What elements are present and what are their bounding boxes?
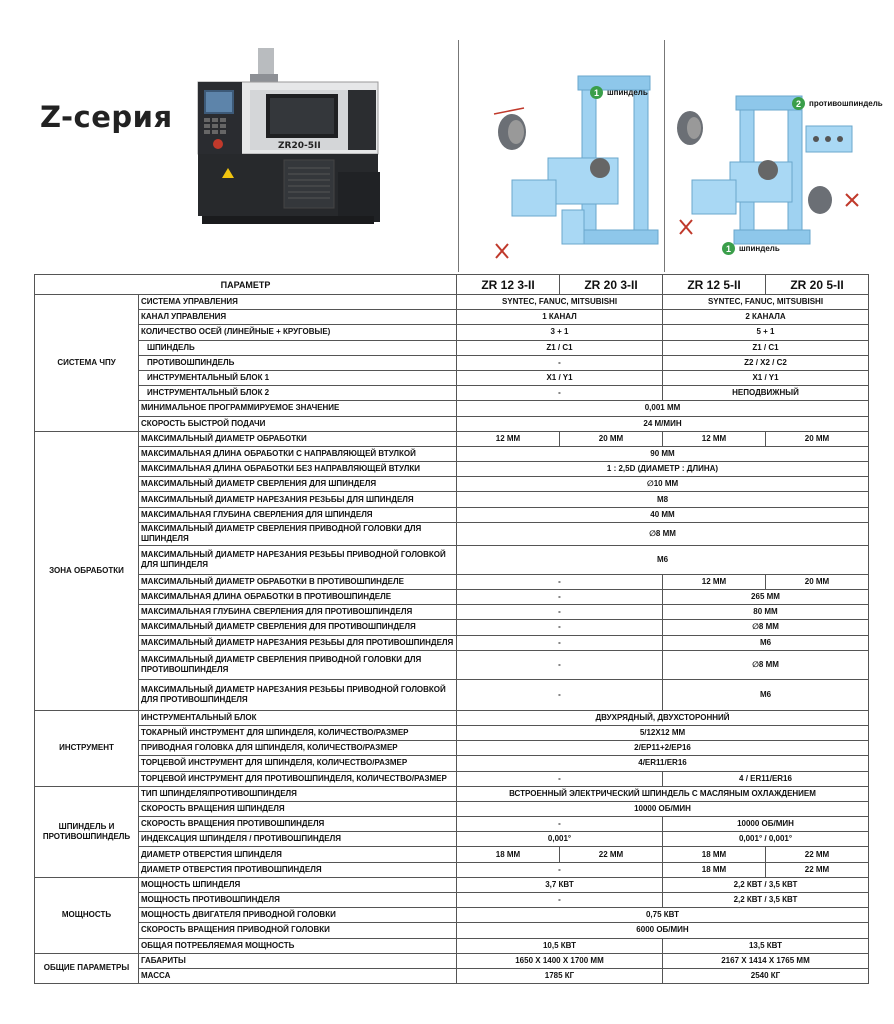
parameter-name: МАКСИМАЛЬНАЯ ДЛИНА ОБРАБОТКИ С НАПРАВЛЯЮЩЕЙ ВТУЛКОЙ (139, 446, 457, 461)
parameter-name: ТОРЦЕВОЙ ИНСТРУМЕНТ ДЛЯ ШПИНДЕЛЯ, КОЛИЧЕСТВО/РАЗМЕР (139, 756, 457, 771)
category-cell: ЗОНА ОБРАБОТКИ (35, 431, 139, 710)
parameter-name: ОБЩАЯ ПОТРЕБЛЯЕМАЯ МОЩНОСТЬ (139, 938, 457, 953)
table-row (35, 590, 869, 605)
table-cell: 5 + 1 (663, 325, 869, 340)
table-cell: ∅10 ММ (457, 477, 869, 492)
table-row (35, 492, 869, 507)
table-row (35, 635, 869, 650)
parameter-name: МОЩНОСТЬ ПРОТИВОШПИНДЕЛЯ (139, 893, 457, 908)
table-row (35, 507, 869, 522)
table-cell: 40 ММ (457, 507, 869, 522)
parameter-name: ГАБАРИТЫ (139, 953, 457, 968)
machine-photo (188, 44, 392, 232)
table-cell: - (457, 771, 663, 786)
table-cell: 3,7 КВТ (457, 877, 663, 892)
badge-counter-spindle (792, 97, 883, 110)
param-header: ПАРАМЕТР (35, 275, 457, 295)
divider-left (458, 40, 459, 272)
parameter-name: ТИП ШПИНДЕЛЯ/ПРОТИВОШПИНДЕЛЯ (139, 786, 457, 801)
model-header: ZR 20 5-II (766, 275, 869, 295)
table-row (35, 893, 869, 908)
table-cell: 18 ММ (663, 862, 766, 877)
table-cell: 22 ММ (766, 862, 869, 877)
table-cell: Z1 / C1 (457, 340, 663, 355)
table-cell: X1 / Y1 (663, 370, 869, 385)
table-cell: 10,5 КВТ (457, 938, 663, 953)
table-cell: 5/12X12 ММ (457, 725, 869, 740)
table-cell: 18 ММ (663, 847, 766, 862)
table-cell: X1 / Y1 (457, 370, 663, 385)
table-cell: ВСТРОЕННЫЙ ЭЛЕКТРИЧЕСКИЙ ШПИНДЕЛЬ С МАСЛЯНЫМ ОХЛАЖДЕНИЕМ (457, 786, 869, 801)
table-header-row (35, 275, 869, 295)
table-row (35, 953, 869, 968)
table-cell: 22 ММ (560, 847, 663, 862)
table-cell: 90 ММ (457, 446, 869, 461)
table-cell: 2167 X 1414 X 1765 ММ (663, 953, 869, 968)
table-row (35, 370, 869, 385)
parameter-name: МАКСИМАЛЬНАЯ ДЛИНА ОБРАБОТКИ В ПРОТИВОШПИНДЕЛЕ (139, 590, 457, 605)
table-cell: 6000 ОБ/МИН (457, 923, 869, 938)
table-cell: 22 ММ (766, 847, 869, 862)
table-cell: М8 (457, 492, 869, 507)
category-cell: ШПИНДЕЛЬ И ПРОТИВОШПИНДЕЛЬ (35, 786, 139, 877)
parameter-name: МАКСИМАЛЬНЫЙ ДИАМЕТР НАРЕЗАНИЯ РЕЗЬБЫ ПРИВОДНОЙ ГОЛОВКОЙ ДЛЯ ПРОТИВОШПИНДЕЛЯ (139, 679, 457, 710)
parameter-name: МАКСИМАЛЬНЫЙ ДИАМЕТР НАРЕЗАНИЯ РЕЗЬБЫ ДЛЯ ПРОТИВОШПИНДЕЛЯ (139, 635, 457, 650)
table-row (35, 416, 869, 431)
series-title: Z-серия (40, 100, 173, 134)
spec-table (34, 274, 869, 984)
spindle-diagram-3axis (488, 70, 688, 270)
table-cell: 18 ММ (457, 847, 560, 862)
parameter-name: КАНАЛ УПРАВЛЕНИЯ (139, 310, 457, 325)
table-cell: 1785 КГ (457, 968, 663, 983)
parameter-name: ТОКАРНЫЙ ИНСТРУМЕНТ ДЛЯ ШПИНДЕЛЯ, КОЛИЧЕСТВО/РАЗМЕР (139, 725, 457, 740)
table-cell: - (457, 605, 663, 620)
table-cell: 2540 КГ (663, 968, 869, 983)
table-cell: М6 (457, 545, 869, 574)
badge-spindle-left (590, 86, 648, 99)
parameter-name: ИНСТРУМЕНТАЛЬНЫЙ БЛОК 1 (139, 370, 457, 385)
table-cell: 20 ММ (560, 431, 663, 446)
table-row (35, 786, 869, 801)
table-row (35, 605, 869, 620)
parameter-name: ДИАМЕТР ОТВЕРСТИЯ ПРОТИВОШПИНДЕЛЯ (139, 862, 457, 877)
table-row (35, 574, 869, 589)
badge-spindle-right (722, 242, 780, 255)
parameter-name: МАКСИМАЛЬНАЯ ДЛИНА ОБРАБОТКИ БЕЗ НАПРАВЛЯЮЩЕЙ ВТУЛКИ (139, 462, 457, 477)
parameter-name: ПРОТИВОШПИНДЕЛЬ (139, 355, 457, 370)
table-cell: 2 КАНАЛА (663, 310, 869, 325)
table-cell: - (457, 386, 663, 401)
category-cell: СИСТЕМА ЧПУ (35, 295, 139, 432)
table-row (35, 340, 869, 355)
parameter-name: МАССА (139, 968, 457, 983)
parameter-name: ШПИНДЕЛЬ (139, 340, 457, 355)
table-row (35, 431, 869, 446)
badge-label: шпиндель (739, 244, 780, 253)
parameter-name: МАКСИМАЛЬНЫЙ ДИАМЕТР СВЕРЛЕНИЯ ДЛЯ ШПИНДЕЛЯ (139, 477, 457, 492)
parameter-name: МАКСИМАЛЬНЫЙ ДИАМЕТР ОБРАБОТКИ (139, 431, 457, 446)
table-cell: ДВУХРЯДНЫЙ, ДВУХСТОРОННИЙ (457, 710, 869, 725)
parameter-name: МАКСИМАЛЬНЫЙ ДИАМЕТР СВЕРЛЕНИЯ ДЛЯ ПРОТИВОШПИНДЕЛЯ (139, 620, 457, 635)
table-row (35, 938, 869, 953)
category-cell: ОБЩИЕ ПАРАМЕТРЫ (35, 953, 139, 983)
badge-number: 1 (590, 86, 603, 99)
parameter-name: МИНИМАЛЬНОЕ ПРОГРАММИРУЕМОЕ ЗНАЧЕНИЕ (139, 401, 457, 416)
table-cell: ∅8 ММ (663, 650, 869, 679)
table-cell: НЕПОДВИЖНЫЙ (663, 386, 869, 401)
parameter-name: ИНСТРУМЕНТАЛЬНЫЙ БЛОК (139, 710, 457, 725)
table-cell: 13,5 КВТ (663, 938, 869, 953)
table-cell: - (457, 817, 663, 832)
table-row (35, 650, 869, 679)
parameter-name: СКОРОСТЬ ВРАЩЕНИЯ ПРОТИВОШПИНДЕЛЯ (139, 817, 457, 832)
table-cell: SYNTEC, FANUC, MITSUBISHI (457, 295, 663, 310)
table-row (35, 325, 869, 340)
table-row (35, 771, 869, 786)
table-cell: 10000 ОБ/МИН (457, 801, 869, 816)
parameter-name: ИНСТРУМЕНТАЛЬНЫЙ БЛОК 2 (139, 386, 457, 401)
table-row (35, 908, 869, 923)
category-cell: МОЩНОСТЬ (35, 877, 139, 953)
table-row (35, 968, 869, 983)
table-cell: 80 ММ (663, 605, 869, 620)
badge-label: шпиндель (607, 88, 648, 97)
table-cell: 0,001 ММ (457, 401, 869, 416)
table-cell: - (457, 862, 663, 877)
table-row (35, 477, 869, 492)
table-cell: - (457, 574, 663, 589)
badge-number: 2 (792, 97, 805, 110)
model-header: ZR 20 3-II (560, 275, 663, 295)
table-cell: 3 + 1 (457, 325, 663, 340)
table-cell: ∅8 ММ (663, 620, 869, 635)
table-row (35, 679, 869, 710)
table-cell: - (457, 893, 663, 908)
parameter-name: ДИАМЕТР ОТВЕРСТИЯ ШПИНДЕЛЯ (139, 847, 457, 862)
table-row (35, 725, 869, 740)
table-row (35, 386, 869, 401)
model-header: ZR 12 3-II (457, 275, 560, 295)
parameter-name: СИСТЕМА УПРАВЛЕНИЯ (139, 295, 457, 310)
parameter-name: ПРИВОДНАЯ ГОЛОВКА ДЛЯ ШПИНДЕЛЯ, КОЛИЧЕСТВО/РАЗМЕР (139, 741, 457, 756)
table-cell: 4 / ER11/ER16 (663, 771, 869, 786)
table-row (35, 545, 869, 574)
table-cell: 20 ММ (766, 431, 869, 446)
table-cell: 12 ММ (457, 431, 560, 446)
table-cell: 2,2 КВТ / 3,5 КВТ (663, 893, 869, 908)
parameter-name: МОЩНОСТЬ ШПИНДЕЛЯ (139, 877, 457, 892)
table-cell: 24 М/МИН (457, 416, 869, 431)
table-row (35, 801, 869, 816)
table-row (35, 710, 869, 725)
parameter-name: МАКСИМАЛЬНАЯ ГЛУБИНА СВЕРЛЕНИЯ ДЛЯ ШПИНДЕЛЯ (139, 507, 457, 522)
parameter-name: СКОРОСТЬ БЫСТРОЙ ПОДАЧИ (139, 416, 457, 431)
table-cell: М6 (663, 635, 869, 650)
table-cell: - (457, 679, 663, 710)
table-row (35, 446, 869, 461)
table-row (35, 522, 869, 545)
table-row (35, 817, 869, 832)
table-cell: 1 : 2,5D (ДИАМЕТР : ДЛИНА) (457, 462, 869, 477)
table-row (35, 756, 869, 771)
table-cell: М6 (663, 679, 869, 710)
table-row (35, 401, 869, 416)
table-row (35, 620, 869, 635)
table-cell: SYNTEC, FANUC, MITSUBISHI (663, 295, 869, 310)
table-row (35, 847, 869, 862)
table-cell: 1650 X 1400 X 1700 ММ (457, 953, 663, 968)
table-row (35, 741, 869, 756)
parameter-name: МАКСИМАЛЬНЫЙ ДИАМЕТР СВЕРЛЕНИЯ ПРИВОДНОЙ ГОЛОВКИ ДЛЯ ПРОТИВОШПИНДЕЛЯ (139, 650, 457, 679)
table-cell: - (457, 650, 663, 679)
category-cell: ИНСТРУМЕНТ (35, 710, 139, 786)
table-cell: - (457, 590, 663, 605)
table-row (35, 923, 869, 938)
parameter-name: МАКСИМАЛЬНЫЙ ДИАМЕТР СВЕРЛЕНИЯ ПРИВОДНОЙ ГОЛОВКИ ДЛЯ ШПИНДЕЛЯ (139, 522, 457, 545)
parameter-name: СКОРОСТЬ ВРАЩЕНИЯ ПРИВОДНОЙ ГОЛОВКИ (139, 923, 457, 938)
parameter-name: МОЩНОСТЬ ДВИГАТЕЛЯ ПРИВОДНОЙ ГОЛОВКИ (139, 908, 457, 923)
table-cell: Z1 / C1 (663, 340, 869, 355)
spec-table-body (35, 275, 869, 984)
machine-label: ZR20-5II (278, 141, 321, 151)
table-cell: 1 КАНАЛ (457, 310, 663, 325)
parameter-name: ТОРЦЕВОЙ ИНСТРУМЕНТ ДЛЯ ПРОТИВОШПИНДЕЛЯ, КОЛИЧЕСТВО/РАЗМЕР (139, 771, 457, 786)
table-row (35, 877, 869, 892)
table-cell: 20 ММ (766, 574, 869, 589)
parameter-name: КОЛИЧЕСТВО ОСЕЙ (ЛИНЕЙНЫЕ + КРУГОВЫЕ) (139, 325, 457, 340)
badge-label: противошпиндель (809, 99, 883, 108)
table-row (35, 462, 869, 477)
parameter-name: МАКСИМАЛЬНАЯ ГЛУБИНА СВЕРЛЕНИЯ ДЛЯ ПРОТИВОШПИНДЕЛЯ (139, 605, 457, 620)
table-cell: 2/ЕР11+2/ЕР16 (457, 741, 869, 756)
table-cell: 12 ММ (663, 574, 766, 589)
table-cell: - (457, 620, 663, 635)
table-cell: ∅8 ММ (457, 522, 869, 545)
parameter-name: МАКСИМАЛЬНЫЙ ДИАМЕТР НАРЕЗАНИЯ РЕЗЬБЫ ДЛЯ ШПИНДЕЛЯ (139, 492, 457, 507)
badge-number: 1 (722, 242, 735, 255)
table-cell: 10000 ОБ/МИН (663, 817, 869, 832)
table-cell: 4/ER11/ER16 (457, 756, 869, 771)
model-header: ZR 12 5-II (663, 275, 766, 295)
table-cell: - (457, 355, 663, 370)
table-row (35, 295, 869, 310)
table-row (35, 862, 869, 877)
parameter-name: МАКСИМАЛЬНЫЙ ДИАМЕТР НАРЕЗАНИЯ РЕЗЬБЫ ПРИВОДНОЙ ГОЛОВКОЙ ДЛЯ ШПИНДЕЛЯ (139, 545, 457, 574)
parameter-name: МАКСИМАЛЬНЫЙ ДИАМЕТР ОБРАБОТКИ В ПРОТИВОШПИНДЕЛЕ (139, 574, 457, 589)
table-cell: - (457, 635, 663, 650)
table-cell: Z2 / X2 / C2 (663, 355, 869, 370)
table-row (35, 832, 869, 847)
table-cell: 2,2 КВТ / 3,5 КВТ (663, 877, 869, 892)
table-cell: 0,75 КВТ (457, 908, 869, 923)
table-cell: 265 ММ (663, 590, 869, 605)
parameter-name: ИНДЕКСАЦИЯ ШПИНДЕЛЯ / ПРОТИВОШПИНДЕЛЯ (139, 832, 457, 847)
table-cell: 0,001° / 0,001° (663, 832, 869, 847)
table-row (35, 310, 869, 325)
table-cell: 12 ММ (663, 431, 766, 446)
parameter-name: СКОРОСТЬ ВРАЩЕНИЯ ШПИНДЕЛЯ (139, 801, 457, 816)
table-row (35, 355, 869, 370)
table-cell: 0,001° (457, 832, 663, 847)
